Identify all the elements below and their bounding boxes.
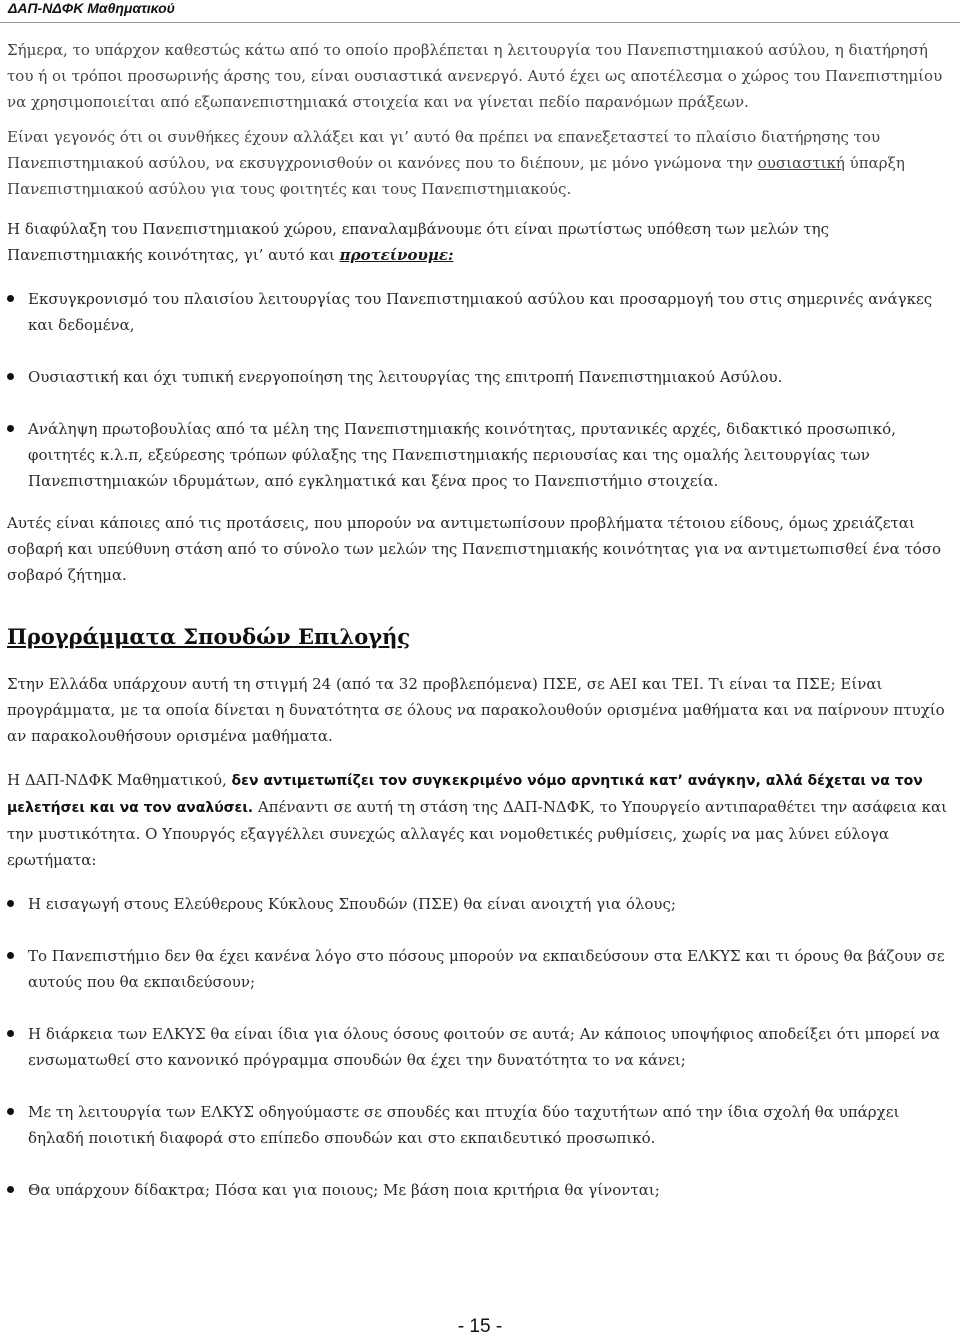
list-item-text: Εκσυγκρονισμό του πλαισίου λειτουργίας του Πανεπιστημιακού ασύλου και προσαρμογή του στις σημερινές ανάγκες και δεδομένα, — [28, 290, 933, 334]
list-item — [7, 364, 955, 390]
propose-emphasis: προτείνουμε: — [339, 246, 454, 264]
paragraph-asylum-status: Σήμερα, το υπάρχον καθεστώς κάτω από το οποίο προβλέπεται η λειτουργία του Πανεπιστημιακού ασύλου, η διατήρησή του ή οι τρόποι προσωρινής άρσης του, είναι ουσιαστικά ανενεργό. Αυτό έχει ως αποτέλεσμα ο χώρος του Πανεπιστημίου να χρησιμοποιείται από εξωπανεπιστημιακά στοιχεία και να γίνεται πεδίο παρανόμων πράξεων. — [7, 41, 943, 111]
page-header: ΔΑΠ-ΝΔΦΚ Μαθηματικού — [8, 0, 175, 16]
page-content — [7, 37, 955, 1229]
paragraph-dap-text: Η ΔΑΠ-ΝΔΦΚ Μαθηματικού, — [7, 771, 232, 789]
bullet-icon — [7, 900, 14, 907]
list-item — [7, 1177, 955, 1203]
paragraph-pse-intro: Στην Ελλάδα υπάρχουν αυτή τη στιγμή 24 (από τα 32 προβλεπόμενα) ΠΣΕ, σε ΑΕΙ και ΤΕΙ. Τι είναι τα ΠΣΕ; Είναι προγράμματα, με τα οποία δίνεται η δυνατότητα σε όλους να παρακολουθούν ορισμένα μαθήματα και να παίρνουν πτυχίο αν παρακολουθήσουν ορισμένα μαθήματα. — [7, 675, 945, 745]
list-item-text: Το Πανεπιστήμιο δεν θα έχει κανένα λόγο στο πόσους μπορούν να εκπαιδεύσουν στα ΕΛΚΥΣ και τι όρους θα βάζουν σε αυτούς που θα εκπαιδεύσουν; — [28, 947, 945, 991]
questions-list — [7, 891, 955, 1203]
list-item-text: Η εισαγωγή στους Ελεύθερους Κύκλους Σπουδών (ΠΣΕ) θα είναι ανοιχτή για όλους; — [28, 895, 676, 913]
bullet-icon — [7, 1030, 14, 1037]
list-item — [7, 416, 955, 494]
header-divider — [0, 22, 960, 23]
list-item-text: Ανάληψη πρωτοβουλίας από τα μέλη της Πανεπιστημιακής κοινότητας, πρυτανικές αρχές, διδακτικό προσωπικό, φοιτητές κ.λ.π, εξεύρεσης τρόπων φύλαξης της Πανεπιστημιακής περιουσίας και της ομαλής λειτουργίας των Πανεπιστημιακών ιδρυμάτων, από εγκληματικά και ξένα προς το Πανεπιστήμιο στοιχεία. — [28, 420, 896, 490]
bold-statement: δεν αντιμετωπίζει τον συγκεκριμένο νόμο αρνητικά κατ’ ανάγκην, αλλά δέχεται να τον μελετήσει και να τον αναλύσει. — [7, 773, 923, 816]
list-item — [7, 943, 955, 995]
bullet-icon — [7, 1108, 14, 1115]
list-item — [7, 1099, 955, 1151]
page-number: - 15 - — [457, 1316, 503, 1337]
section-title: Προγράμματα Σπουδών Επιλογής — [7, 624, 411, 649]
list-item-text: Η διάρκεια των ΕΛΚΥΣ θα είναι ίδια για όλους όσους φοιτούν σε αυτά; Αν κάποιος υποψήφιος αποδείξει ότι μπορεί να ενσωματωθεί στο κανονικό πρόγραμμα σπουδών θα έχει την δυνατότητα το να κάνει; — [28, 1025, 940, 1069]
list-item — [7, 1021, 955, 1073]
paragraph-conclusion: Αυτές είναι κάποιες από τις προτάσεις, που μπορούν να αντιμετωπίσουν προβλήματα τέτοιου είδους, όμως χρειάζεται σοβαρή και υπεύθυνη στάση από το σύνολο των μελών της Πανεπιστημιακής κοινότητας για να αντιμετωπισθεί ένα τόσο σοβαρό ζήτημα. — [7, 514, 942, 584]
paragraph-protection-text: Η διαφύλαξη του Πανεπιστημιακού χώρου, επαναλαμβάνουμε ότι είναι πρωτίστως υπόθεση των μελών της Πανεπιστημιακής κοινότητας, γι’ αυτό και — [7, 220, 829, 264]
proposals-list — [7, 286, 955, 494]
bullet-icon — [7, 425, 14, 432]
list-item — [7, 286, 955, 338]
paragraph-dap-end: Απέναντι σε αυτή τη στάση της ΔΑΠ-ΝΔΦΚ, το Υπουργείο αντιπαραθέτει την ασάφεια και την μυστικότητα. Ο Υπουργός εξαγγέλλει συνεχώς αλλαγές και νομοθετικές ρυθμίσεις, χωρίς να μας λύνει εύλογα ερωτήματα: — [7, 798, 947, 869]
underlined-word: ουσιαστική — [757, 154, 845, 172]
bullet-icon — [7, 1186, 14, 1193]
bullet-icon — [7, 373, 14, 380]
list-item — [7, 891, 955, 917]
list-item-text: Ουσιαστική και όχι τυπική ενεργοποίηση της λειτουργίας της επιτροπή Πανεπιστημιακού Ασύλου. — [28, 368, 783, 386]
paragraph-dap-position — [7, 767, 955, 873]
list-item-text: Θα υπάρχουν δίδακτρα; Πόσα και για ποιους; Με βάση ποια κριτήρια θα γίνονται; — [28, 1181, 660, 1199]
paragraph-conditions — [7, 124, 955, 202]
list-item-text: Με τη λειτουργία των ΕΛΚΥΣ οδηγούμαστε σε σπουδές και πτυχία δύο ταχυτήτων από την ίδια σχολή θα υπάρχει δηλαδή ποιοτική διαφορά στο επίπεδο σπουδών και στο εκπαιδευτικό προσωπικό. — [28, 1103, 900, 1147]
paragraph-conditions-text: Είναι γεγονός ότι οι συνθήκες έχουν αλλάξει και γι’ αυτό θα πρέπει να επανεξεταστεί το πλαίσιο διατήρησης του Πανεπιστημιακού ασύλου, να εκσυγχρονισθούν οι κανόνες που το διέπουν, με μόνο γνώμονα την — [7, 128, 881, 172]
bullet-icon — [7, 952, 14, 959]
paragraph-protection — [7, 216, 955, 268]
bullet-icon — [7, 295, 14, 302]
paragraph-conditions-end: ύπαρξη Πανεπιστημιακού ασύλου για τους φοιτητές και τους Πανεπιστημιακούς. — [7, 154, 905, 198]
